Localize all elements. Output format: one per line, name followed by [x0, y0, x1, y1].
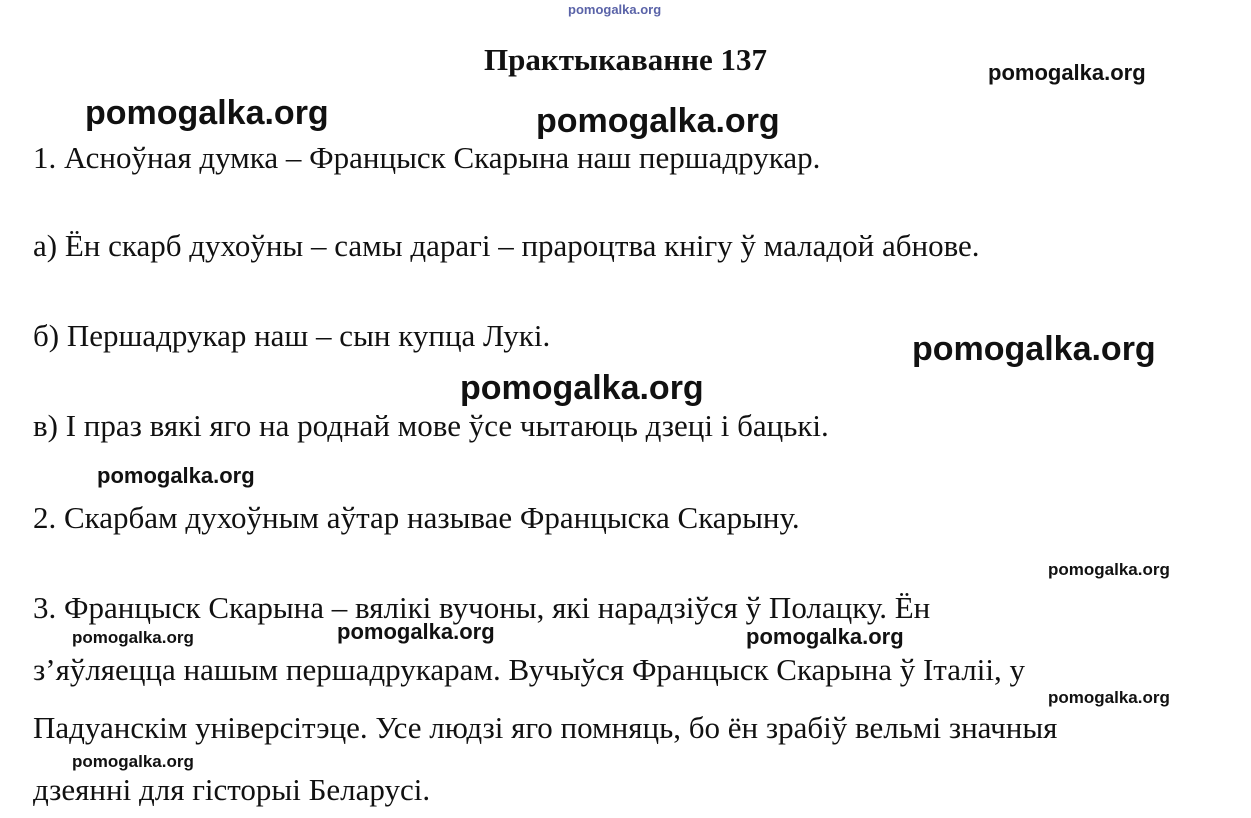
watermark: pomogalka.org: [988, 60, 1146, 85]
page-title: Практыкаванне 137: [483, 42, 767, 77]
answer-line-1a: а) Ён скарб духоўны – самы дарагі – прароцтва кнігу ў маладой абнове.: [33, 228, 980, 263]
answer-line-3-cont-2: Падуанскім універсітэце. Усе людзі яго помняць, бо ён зрабіў вельмі значныя: [33, 710, 1058, 745]
watermark: pomogalka.org: [97, 463, 255, 488]
watermark: pomogalka.org: [460, 369, 704, 407]
watermark: pomogalka.org: [912, 330, 1156, 368]
answer-line-1: 1. Асноўная думка – Францыск Скарына наш першадрукар.: [33, 140, 821, 175]
watermark: pomogalka.org: [1048, 688, 1170, 707]
watermark: pomogalka.org: [1048, 560, 1170, 579]
watermark: pomogalka.org: [72, 628, 194, 647]
watermark: pomogalka.org: [337, 619, 495, 644]
watermark: pomogalka.org: [85, 94, 329, 132]
answer-line-1c: в) І праз вякі яго на роднай мове ўсе чытаюць дзеці і бацькі.: [33, 408, 829, 443]
watermark: pomogalka.org: [536, 102, 780, 140]
watermark: pomogalka.org: [72, 752, 194, 771]
answer-line-2: 2. Скарбам духоўным аўтар называе Францыска Скарыну.: [33, 500, 800, 535]
watermark-top: pomogalka.org: [568, 2, 662, 17]
answer-line-3-cont-1: з’яўляецца нашым першадрукарам. Вучыўся Францыск Скарына ў Італіі, у: [33, 652, 1025, 687]
answer-line-3: 3. Францыск Скарына – вялікі вучоны, які нарадзіўся ў Полацку. Ён: [33, 590, 931, 625]
answer-line-3-cont-3: дзеянні для гісторыі Беларусі.: [33, 772, 431, 807]
answer-line-1b: б) Першадрукар наш – сын купца Лукі.: [33, 318, 551, 353]
watermark: pomogalka.org: [746, 624, 904, 649]
